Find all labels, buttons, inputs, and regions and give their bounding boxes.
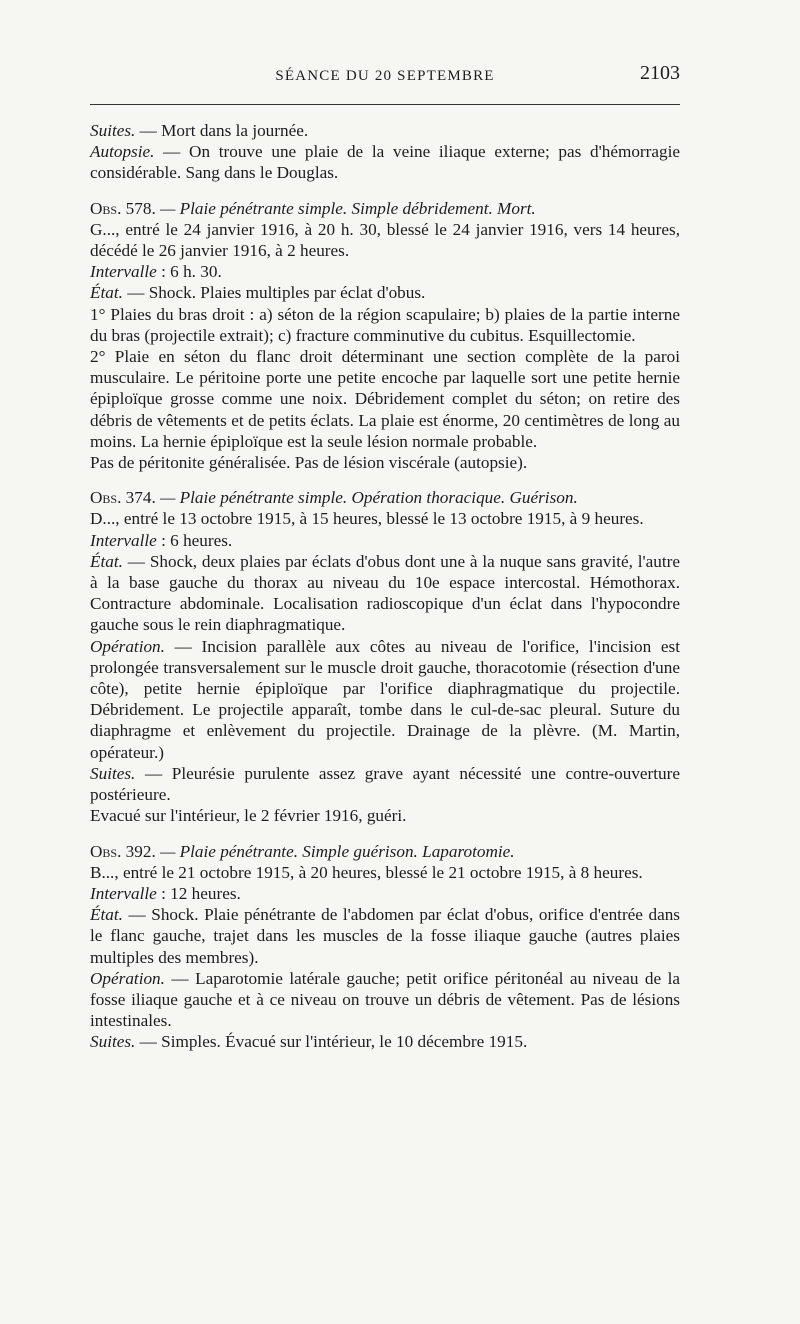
body-text — [90, 120, 680, 1053]
paragraph-label: Intervalle — [90, 530, 157, 550]
observation-block — [90, 198, 680, 474]
observation-number: Obs. 392. — [90, 841, 156, 861]
paragraph-label: Intervalle — [90, 883, 157, 903]
paragraph-text: — Incision parallèle aux côtes au niveau de l'orifice, l'incision est prolongée transversalement sur le muscle droit gauche, thoracotomie (résection d'une côte), petite hernie épiploïque par l'orifice diaphragmatique du projectile. Débridement. Le projectile apparaît, tombe dans le cul-de-sac pleural. Suture du diaphragme et enlèvement du projectile. Drainage de la plèvre. (M. Martin, opérateur.) — [90, 636, 680, 762]
paragraph — [90, 904, 680, 968]
observation-block — [90, 487, 680, 826]
paragraph-text: 1° Plaies du bras droit : a) séton de la région scapulaire; b) plaies de la partie interne du bras (projectile extrait); c) fracture comminutive du cubitus. Esquillectomie. — [90, 304, 680, 345]
observation-title: — Plaie pénétrante simple. Simple débridement. Mort. — [155, 198, 536, 218]
observation-block — [90, 120, 680, 184]
paragraph-text: : 6 h. 30. — [156, 262, 222, 282]
paragraph — [90, 968, 680, 1032]
paragraph-text: — Pleurésie purulente assez grave ayant nécessité une contre-ouverture postérieure. — [90, 763, 680, 805]
paragraph-label: Suites. — [90, 763, 136, 783]
observation-number: Obs. 374. — [90, 488, 156, 508]
paragraph — [90, 304, 680, 346]
paragraph-text: 2° Plaie en séton du flanc droit déterminant une section complète de la paroi musculaire. Le péritoine porte une petite encoche par laquelle sort une petite hernie épiploïque grosse comme une noix. Débridement complet du séton; on retire des débris de vêtements et de petits éclats. La plaie est énorme, 20 centimètres de long au moins. La hernie épiploïque est la seule lésion normale probable. — [90, 347, 680, 451]
paragraph — [90, 763, 680, 805]
paragraph-label: Suites. — [90, 1032, 136, 1052]
observation-heading — [90, 487, 680, 508]
paragraph — [90, 1031, 680, 1052]
paragraph-label: Intervalle — [90, 262, 157, 282]
paragraph — [90, 261, 680, 282]
paragraph — [90, 805, 680, 826]
observation-block — [90, 841, 680, 1053]
running-title: SÉANCE DU 20 SEPTEMBRE — [275, 68, 495, 84]
observation-number: Obs. 578. — [90, 198, 156, 218]
paragraph-label: Opération. — [90, 636, 165, 656]
paragraph-text: : 6 heures. — [156, 530, 233, 550]
paragraph — [90, 120, 680, 141]
observation-heading — [90, 841, 680, 862]
paragraph-text: D..., entré le 13 octobre 1915, à 15 heures, blessé le 13 octobre 1915, à 9 heures. — [90, 509, 644, 529]
paragraph-text: Pas de péritonite généralisée. Pas de lésion viscérale (autopsie). — [90, 453, 528, 473]
paragraph-text: — On trouve une plaie de la veine iliaque externe; pas d'hémorragie considérable. Sang dans le Douglas. — [90, 142, 680, 183]
paragraph-label: État. — [90, 551, 123, 571]
paragraph-text: — Shock. Plaie pénétrante de l'abdomen par éclat d'obus, orifice d'entrée dans le flanc gauche, trajet dans les muscles de la fosse iliaque gauche (autres plaies multiples des membres). — [90, 905, 680, 967]
page-header — [90, 62, 680, 92]
paragraph-text: — Shock, deux plaies par éclats d'obus dont une à la nuque sans gravité, l'autre à la base gauche du thorax au niveau du 10e espace intercostal. Hémothorax. Contracture abdominale. Localisation radioscopique d'un éclat dans l'hypocondre gauche sous le rein diaphragmatique. — [90, 551, 680, 635]
paragraph-text: — Simples. Évacué sur l'intérieur, le 10 décembre 1915. — [135, 1032, 528, 1052]
paragraph — [90, 282, 680, 303]
paragraph-text: G..., entré le 24 janvier 1916, à 20 h. 30, blessé le 24 janvier 1916, vers 14 heures, décédé le 26 janvier 1916, à 2 heures. — [90, 219, 680, 261]
paragraph — [90, 452, 680, 473]
paragraph-text: — Laparotomie latérale gauche; petit orifice péritonéal au niveau de la fosse iliaque gauche et à ce niveau on trouve un débris de vêtement. Pas de lésions intestinales. — [90, 968, 680, 1031]
paragraph — [90, 141, 680, 183]
paragraph-text: : 12 heures. — [156, 883, 241, 903]
observation-title: — Plaie pénétrante. Simple guérison. Laparotomie. — [155, 841, 515, 861]
paragraph-label: Opération. — [90, 968, 165, 988]
page-number: 2103 — [640, 62, 680, 84]
observation-title: — Plaie pénétrante simple. Opération thoracique. Guérison. — [155, 488, 578, 508]
paragraph-label: Suites. — [90, 121, 136, 140]
paragraph-text: Evacué sur l'intérieur, le 2 février 1916, guéri. — [90, 806, 407, 826]
paragraph-label: Autopsie. — [90, 142, 155, 162]
paragraph — [90, 883, 680, 904]
paragraph — [90, 346, 680, 452]
paragraph-label: État. — [90, 283, 123, 303]
paragraph — [90, 530, 680, 551]
observation-heading — [90, 198, 680, 219]
paragraph-label: État. — [90, 905, 123, 925]
paragraph — [90, 551, 680, 636]
paragraph-text: — Shock. Plaies multiples par éclat d'obus. — [122, 283, 426, 303]
paragraph-text: — Mort dans la journée. — [135, 121, 309, 140]
header-rule — [90, 104, 680, 105]
paragraph — [90, 862, 680, 883]
paragraph — [90, 636, 680, 763]
paragraph — [90, 219, 680, 261]
paragraph — [90, 508, 680, 529]
paragraph-text: B..., entré le 21 octobre 1915, à 20 heures, blessé le 21 octobre 1915, à 8 heures. — [90, 862, 643, 882]
